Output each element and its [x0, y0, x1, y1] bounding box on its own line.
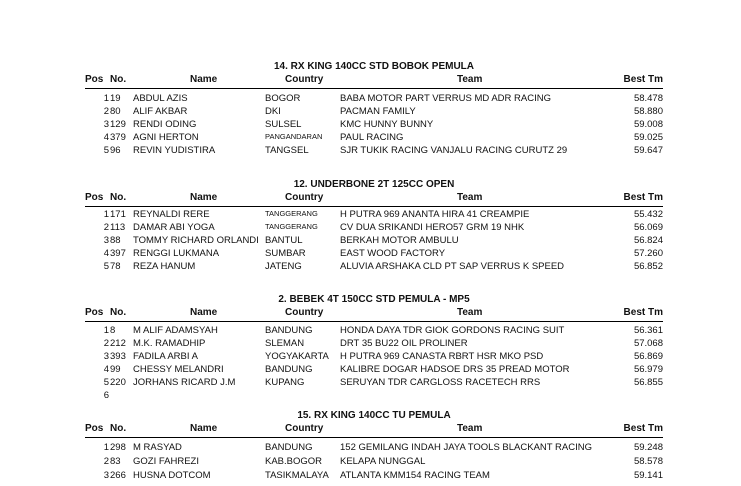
cell-team: CV DUA SRIKANDI HERO57 GRM 19 NHK — [340, 222, 525, 233]
cell-no: 88 — [110, 235, 121, 246]
cell-country: BANDUNG — [265, 364, 313, 375]
cell-team: PAUL RACING — [340, 132, 404, 143]
cell-no: 80 — [110, 106, 121, 117]
cell-country: TANGGERANG — [265, 209, 318, 218]
header-pos: Pos — [85, 192, 104, 203]
table-header — [85, 307, 663, 322]
header-pos: Pos — [85, 307, 104, 318]
header-best-time: Best Tm — [623, 192, 663, 203]
cell-best-time: 59.248 — [633, 442, 663, 453]
cell-team: KALIBRE DOGAR HADSOE DRS 35 PREAD MOTOR — [340, 364, 570, 375]
table-row — [85, 132, 663, 145]
cell-name: JORHANS RICARD J.M — [133, 377, 236, 388]
cell-pos: 4 — [103, 364, 109, 375]
table-row — [85, 377, 663, 390]
header-name: Name — [190, 192, 218, 203]
cell-name: ALIF AKBAR — [133, 106, 188, 117]
table-header — [85, 74, 663, 89]
cell-pos: 3 — [103, 119, 109, 130]
cell-country: PANGANDARAN — [265, 132, 323, 141]
cell-country: JATENG — [265, 261, 302, 272]
cell-best-time: 56.852 — [633, 261, 663, 272]
cell-team: PACMAN FAMILY — [340, 106, 416, 117]
header-no: No. — [110, 74, 127, 85]
cell-best-time: 56.069 — [633, 222, 663, 233]
cell-pos: 4 — [103, 248, 109, 259]
header-name: Name — [190, 423, 218, 434]
header-best-time: Best Tm — [623, 74, 663, 85]
header-best-time: Best Tm — [623, 423, 663, 434]
cell-name: HUSNA DOTCOM — [133, 470, 211, 481]
cell-name: TOMMY RICHARD ORLANDI — [133, 235, 259, 246]
cell-country: TANGGERANG — [265, 222, 318, 231]
cell-no: 212 — [110, 338, 126, 349]
cell-team: DRT 35 BU22 OIL PROLINER — [340, 338, 468, 349]
cell-team: SJR TUKIK RACING VANJALU RACING CURUTZ 29 — [340, 145, 568, 156]
cell-no: 96 — [110, 145, 121, 156]
cell-no: 99 — [110, 364, 121, 375]
table-row — [85, 456, 663, 469]
table-row — [85, 364, 663, 377]
table-row — [85, 248, 663, 261]
cell-pos: 2 — [103, 456, 109, 467]
cell-name: ABDUL AZIS — [133, 93, 188, 104]
table-row — [85, 390, 663, 403]
cell-country: SLEMAN — [265, 338, 305, 349]
cell-no: 379 — [110, 132, 126, 143]
section-title: 2. BEBEK 4T 150CC STD PEMULA - MP5 — [278, 294, 470, 305]
cell-pos: 2 — [103, 338, 109, 349]
cell-pos: 1 — [103, 325, 109, 336]
cell-name: REVIN YUDISTIRA — [133, 145, 216, 156]
cell-country: KUPANG — [265, 377, 305, 388]
cell-country: TANGSEL — [265, 145, 309, 156]
header-best-time: Best Tm — [623, 307, 663, 318]
cell-name: GOZI FAHREZI — [133, 456, 199, 467]
cell-no: 266 — [110, 470, 126, 481]
cell-country: BANDUNG — [265, 325, 313, 336]
cell-name: RENDI ODING — [133, 119, 197, 130]
header-name: Name — [190, 74, 218, 85]
table-row — [85, 145, 663, 158]
cell-no: 298 — [110, 442, 126, 453]
cell-best-time: 56.855 — [633, 377, 663, 388]
cell-no: 78 — [110, 261, 121, 272]
table-header — [85, 423, 663, 438]
cell-name: AGNI HERTON — [133, 132, 199, 143]
cell-team: ATLANTA KMM154 RACING TEAM — [340, 470, 490, 481]
table-row — [85, 119, 663, 132]
cell-team: BERKAH MOTOR AMBULU — [340, 235, 459, 246]
cell-no: 129 — [110, 119, 126, 130]
cell-pos: 1 — [103, 442, 109, 453]
cell-team: BABA MOTOR PART VERRUS MD ADR RACING — [340, 93, 551, 104]
table-row — [85, 222, 663, 235]
cell-country: YOGYAKARTA — [265, 351, 329, 362]
cell-best-time: 56.869 — [633, 351, 663, 362]
table-row — [85, 261, 663, 274]
cell-pos: 5 — [103, 377, 109, 388]
cell-best-time: 56.824 — [633, 235, 663, 246]
cell-team: HONDA DAYA TDR GIOK GORDONS RACING SUIT — [340, 325, 565, 336]
header-country: Country — [285, 307, 324, 318]
cell-country: BANDUNG — [265, 442, 313, 453]
cell-name: M ALIF ADAMSYAH — [133, 325, 218, 336]
section-title: 15. RX KING 140CC TU PEMULA — [297, 410, 451, 421]
header-country: Country — [285, 74, 324, 85]
cell-no: 220 — [110, 377, 126, 388]
cell-pos: 5 — [103, 261, 109, 272]
cell-best-time: 56.361 — [633, 325, 663, 336]
table-row — [85, 235, 663, 248]
cell-no: 113 — [110, 222, 126, 233]
table-row — [85, 209, 663, 222]
cell-name: REYNALDI RERE — [133, 209, 210, 220]
cell-pos: 5 — [103, 145, 109, 156]
header-no: No. — [110, 192, 127, 203]
header-no: No. — [110, 423, 127, 434]
cell-country: DKI — [265, 106, 281, 117]
cell-best-time: 59.025 — [633, 132, 663, 143]
cell-team: ALUVIA ARSHAKA CLD PT SAP VERRUS K SPEED — [340, 261, 565, 272]
header-country: Country — [285, 423, 324, 434]
cell-team: H PUTRA 969 CANASTA RBRT HSR MKO PSD — [340, 351, 544, 362]
cell-name: DAMAR ABI YOGA — [133, 222, 215, 233]
cell-country: BANTUL — [265, 235, 303, 246]
header-country: Country — [285, 192, 324, 203]
cell-pos: 2 — [103, 222, 109, 233]
header-pos: Pos — [85, 74, 104, 85]
table-row — [85, 93, 663, 106]
cell-team: KMC HUNNY BUNNY — [340, 119, 434, 130]
cell-pos: 3 — [103, 235, 109, 246]
header-team: Team — [457, 423, 483, 434]
cell-best-time: 59.141 — [633, 470, 663, 481]
cell-country: BOGOR — [265, 93, 301, 104]
cell-best-time: 59.008 — [633, 119, 663, 130]
header-team: Team — [457, 307, 483, 318]
cell-country: KAB.BOGOR — [265, 456, 323, 467]
cell-no: 19 — [110, 93, 121, 104]
cell-name: M RASYAD — [133, 442, 182, 453]
cell-no: 8 — [110, 325, 116, 336]
cell-pos: 3 — [103, 470, 109, 481]
cell-country: SUMBAR — [265, 248, 306, 259]
cell-team: 152 GEMILANG INDAH JAYA TOOLS BLACKANT RACING — [340, 442, 593, 453]
cell-best-time: 57.260 — [633, 248, 663, 259]
cell-name: FADILA ARBI A — [133, 351, 198, 362]
cell-best-time: 55.432 — [633, 209, 663, 220]
table-header — [85, 192, 663, 207]
cell-country: SULSEL — [265, 119, 302, 130]
cell-pos: 2 — [103, 106, 109, 117]
cell-best-time: 58.880 — [633, 106, 663, 117]
header-team: Team — [457, 74, 483, 85]
cell-name: CHESSY MELANDRI — [133, 364, 224, 375]
cell-no: 393 — [110, 351, 126, 362]
cell-country: TASIKMALAYA — [265, 470, 329, 481]
header-name: Name — [190, 307, 218, 318]
table-row — [85, 325, 663, 338]
table-row — [85, 442, 663, 455]
cell-best-time: 57.068 — [633, 338, 663, 349]
cell-name: M.K. RAMADHIP — [133, 338, 206, 349]
cell-team: H PUTRA 969 ANANTA HIRA 41 CREAMPIE — [340, 209, 530, 220]
cell-team: SERUYAN TDR CARGLOSS RACETECH RRS — [340, 377, 541, 388]
table-row — [85, 470, 663, 483]
cell-team: EAST WOOD FACTORY — [340, 248, 446, 259]
section-title: 12. UNDERBONE 2T 125CC OPEN — [293, 179, 455, 190]
table-row — [85, 351, 663, 364]
cell-best-time: 58.478 — [633, 93, 663, 104]
cell-best-time: 56.979 — [633, 364, 663, 375]
header-team: Team — [457, 192, 483, 203]
cell-name: RENGGI LUKMANA — [133, 248, 220, 259]
table-row — [85, 338, 663, 351]
header-pos: Pos — [85, 423, 104, 434]
cell-pos: 3 — [103, 351, 109, 362]
cell-team: KELAPA NUNGGAL — [340, 456, 426, 467]
section-title: 14. RX KING 140CC STD BOBOK PEMULA — [273, 61, 475, 72]
cell-name: REZA HANUM — [133, 261, 196, 272]
header-no: No. — [110, 307, 127, 318]
table-row — [85, 106, 663, 119]
cell-pos: 4 — [103, 132, 109, 143]
cell-no: 83 — [110, 456, 121, 467]
cell-pos: 1 — [103, 209, 109, 220]
cell-best-time: 58.578 — [633, 456, 663, 467]
cell-pos: 1 — [103, 93, 109, 104]
cell-pos: 6 — [103, 390, 109, 401]
cell-no: 171 — [110, 209, 126, 220]
cell-no: 397 — [110, 248, 126, 259]
cell-best-time: 59.647 — [633, 145, 663, 156]
